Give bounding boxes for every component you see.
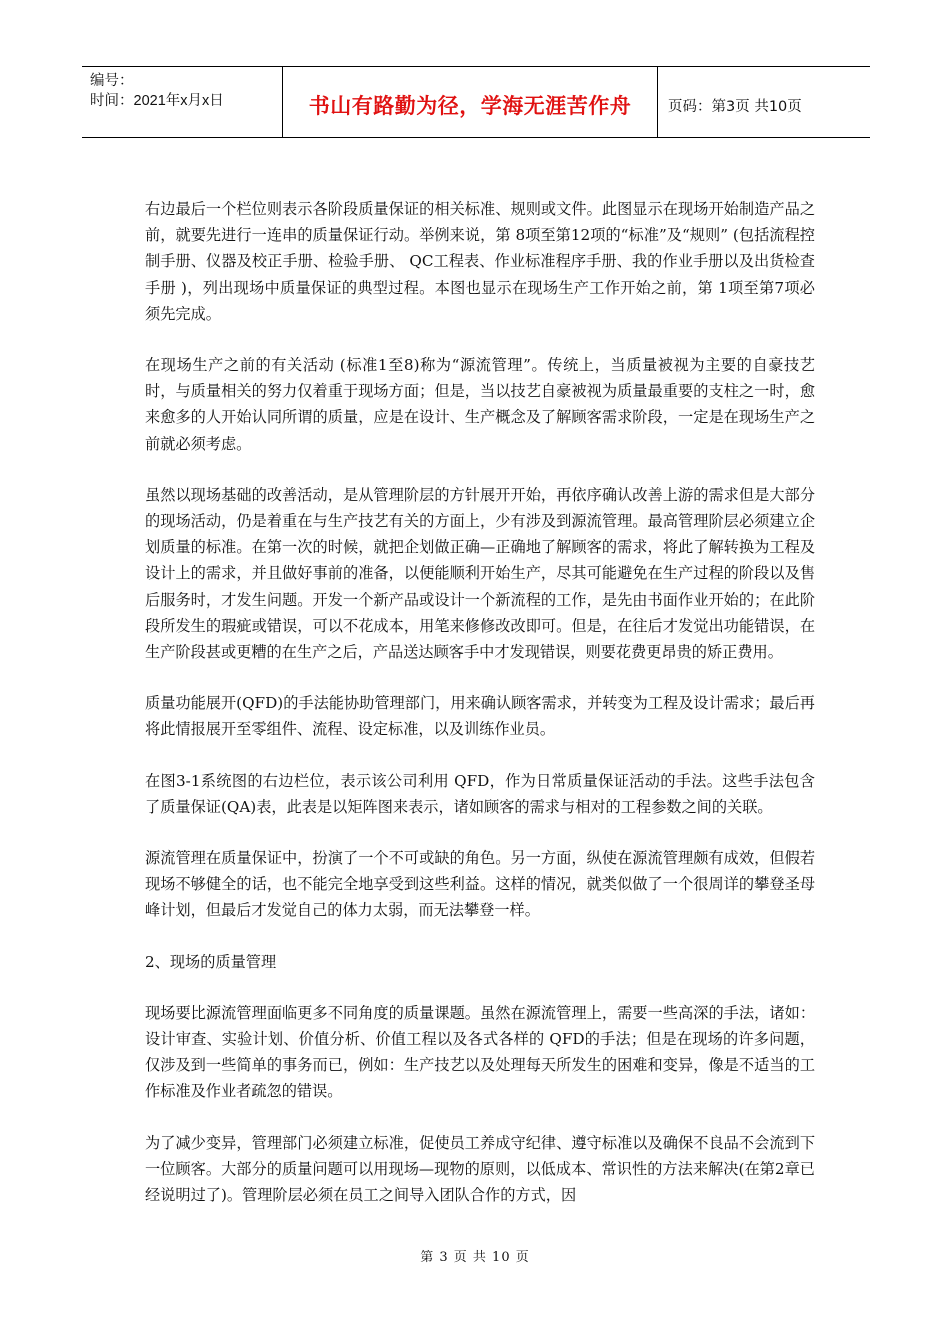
document-body [145,196,815,1233]
paragraph: 在图3-1系统图的右边栏位，表示该公司利用 QFD，作为日常质量保证活动的手法。这些手法包含了质量保证(QA)表，此表是以矩阵图来表示，诸如顾客的需求与相对的工程参数之间的关联。 [145,771,815,816]
paragraph: 现场要比源流管理面临更多不同角度的质量课题。虽然在源流管理上，需要一些高深的手法，诸如：设计审查、实验计划、价值分析、价值工程以及各式各样的 QFD的手法；但是在现场的许多问题，仅涉及到一些简单的事务而已，例如：生产技艺以及处理每天所发生的困难和变异，像是不适当的工作标准及作业者疏忽的错误。 [145,1003,815,1101]
paragraph: 源流管理在质量保证中，扮演了一个不可或缺的角色。另一方面，纵使在源流管理颇有成效，但假若现场不够健全的话，也不能完全地享受到这些利益。这样的情况，就类似做了一个很周详的攀登圣母峰计划，但最后才发觉自己的体力太弱，而无法攀登一样。 [145,849,815,920]
document-time-label: 时间：2021年x月x日 [90,93,224,109]
header-meta [82,67,283,137]
paragraph: 为了减少变异，管理部门必须建立标准，促使员工养成守纪律、遵守标准以及确保不良品不会流到下一位顾客。大部分的质量问题可以用现场—现物的原则，以低成本、常识性的方法来解决(在第2章已经说明过了)。管理阶层必须在员工之间导入团队合作的方式，因 [145,1133,815,1205]
paragraph: 右边最后一个栏位则表示各阶段质量保证的相关标准、规则或文件。此图显示在现场开始制造产品之前，就要先进行一连串的质量保证行动。举例来说，第 8项至第12项的“标准”及“规则” (包括流程控制手册、仪器及校正手册、检验手册、 QC工程表、作业标准程序手册、我的作业手册以及出货检查手册 )，列出现场中质量保证的典型过程。本图也显示在现场生产工作开始之前，第 1项至第7项必须先完成。 [145,200,815,323]
page-header [82,66,870,138]
section-heading: 2、现场的质量管理 [145,952,277,971]
header-page-info: 页码：第3页 共10页 [668,98,802,115]
paragraph: 虽然以现场基础的改善活动，是从管理阶层的方针展开开始，再依序确认改善上游的需求但是大部分的现场活动，仍是着重在与生产技艺有关的方面上，少有涉及到源流管理。最高管理阶层必须建立企划质量的标准。在第一次的时候，就把企划做正确—正确地了解顾客的需求，将此了解转换为工程及设计上的需求，并且做好事前的准备，以便能顺利开始生产，尽其可能避免在生产过程的阶段以及售后服务时，才发生问题。开发一个新产品或设计一个新流程的工作，是先由书面作业开始的；在此阶段所发生的瑕疵或错误，可以不花成本，用笔来修修改改即可。但是，在往后才发觉出功能错误，在生产阶段甚或更糟的在生产之后，产品送达顾客手中才发现错误，则要花费更昂贵的矫正费用。 [145,485,815,662]
paragraph: 质量功能展开(QFD)的手法能协助管理部门，用来确认顾客需求，并转变为工程及设计需求；最后再将此情报展开至零组件、流程、设定标准，以及训练作业员。 [145,694,815,739]
document-number-label: 编号： [90,73,134,89]
header-motto: 书山有路勤为径，学海无涯苦作舟 [283,67,658,137]
paragraph: 在现场生产之前的有关活动 (标准1至8)称为“源流管理”。传统上，当质量被视为主要的自豪技艺时，与质量相关的努力仅着重于现场方面；但是，当以技艺自豪被视为质量最重要的支柱之一时，愈来愈多的人开始认同所谓的质量，应是在设计、生产概念及了解顾客需求阶段，一定是在现场生产之前就必须考虑。 [145,356,815,453]
page-footer: 第 3 页 共 10 页 [420,1250,530,1265]
